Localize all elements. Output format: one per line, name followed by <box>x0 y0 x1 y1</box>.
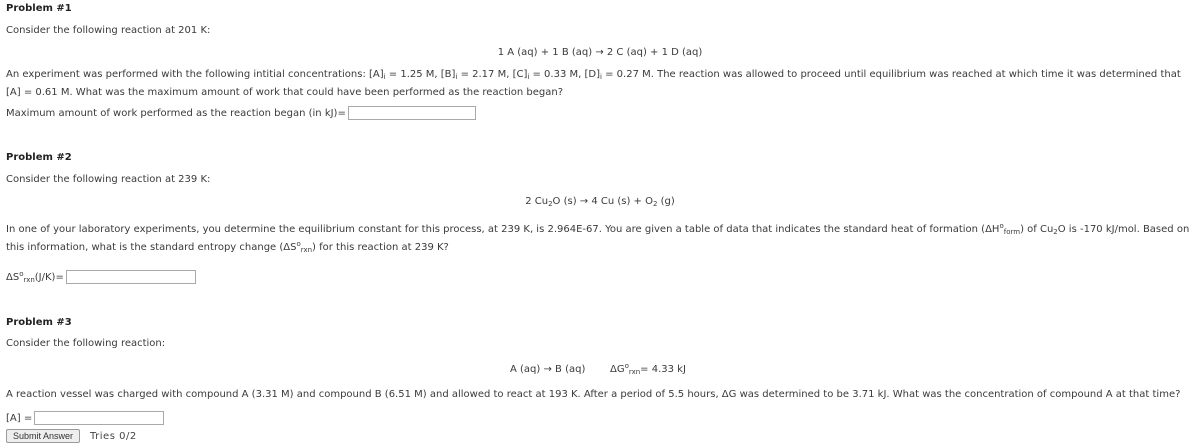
problem-1-answer-input[interactable] <box>348 106 476 120</box>
problem-3-equation: A (aq) → B (aq) <box>510 364 586 375</box>
problem-2-answer-label: $\Delta S^o_{rxn}(J/K)=$ <box>6 269 64 284</box>
problem-3-answer-input[interactable] <box>34 411 164 425</box>
problem-3-delta-g: $\Delta G^o_{rxn}= 4.33$ kJ <box>610 362 686 376</box>
problem-1-title: Problem #1 <box>6 3 72 14</box>
problem-2-equation: 2 $Cu_2O$ (s) → 4 Cu $(s) + O_2$ (g) <box>525 196 675 208</box>
problem-1-answer-row <box>6 106 476 120</box>
problem-3-title: Problem #3 <box>6 317 72 328</box>
problem-3-answer-label: [A] = <box>6 412 33 424</box>
problem-1-intro: Consider the following reaction at 201 K: <box>6 25 211 36</box>
submit-answer-button[interactable]: Submit Answer <box>6 429 80 443</box>
problem-2-intro: Consider the following reaction at 239 K: <box>6 174 211 185</box>
problem-3-intro: Consider the following reaction: <box>6 338 166 349</box>
tries-counter: Tries 0/2 <box>90 430 137 442</box>
problem-2-description: In one of your laboratory experiments, you determine the equilibrium constant for this process, at 239 K, is 2.964E-67. You are given a table of data that indicates the standard heat of formation $(\Delta H^o_{form})$ of $Cu_2O$ is -170 kJ/mol. Based on this information, what is the standard entropy change $(\Delta S^o_{rxn})$ for this reaction at 239 K? <box>6 222 1190 254</box>
problem-1-answer-label: Maximum amount of work performed as the reaction began (in kJ)= <box>6 107 346 119</box>
problem-3-answer-row <box>6 411 164 425</box>
problem-1-description: An experiment was performed with the following intitial concentrations: $[A]_i = 1.25$ M, $[B]_i = 2.17$ M, $[C]_i = 0.33$ M, $[D]_i = 0.27$ M. The reaction was allowed to proceed until equilibrium was reached at which time it was determined that [A] = 0.61 M. What was the maximum amount of work that could have been performed as the reaction began? <box>6 69 1181 98</box>
submit-row <box>6 429 137 443</box>
problem-1-equation: 1 A (aq) + 1 B (aq) → 2 C (aq) + 1 D (aq) <box>497 47 703 58</box>
problem-2-answer-row <box>6 270 196 284</box>
problem-2-answer-input[interactable] <box>66 270 196 284</box>
problem-3-description: A reaction vessel was charged with compound A (3.31 M) and compound B (6.51 M) and allowed to react at 193 K. After a period of 5.5 hours, ΔG was determined to be 3.71 kJ. What was the concentration of compound A at that time? <box>6 389 1181 400</box>
problem-2-title: Problem #2 <box>6 152 72 163</box>
